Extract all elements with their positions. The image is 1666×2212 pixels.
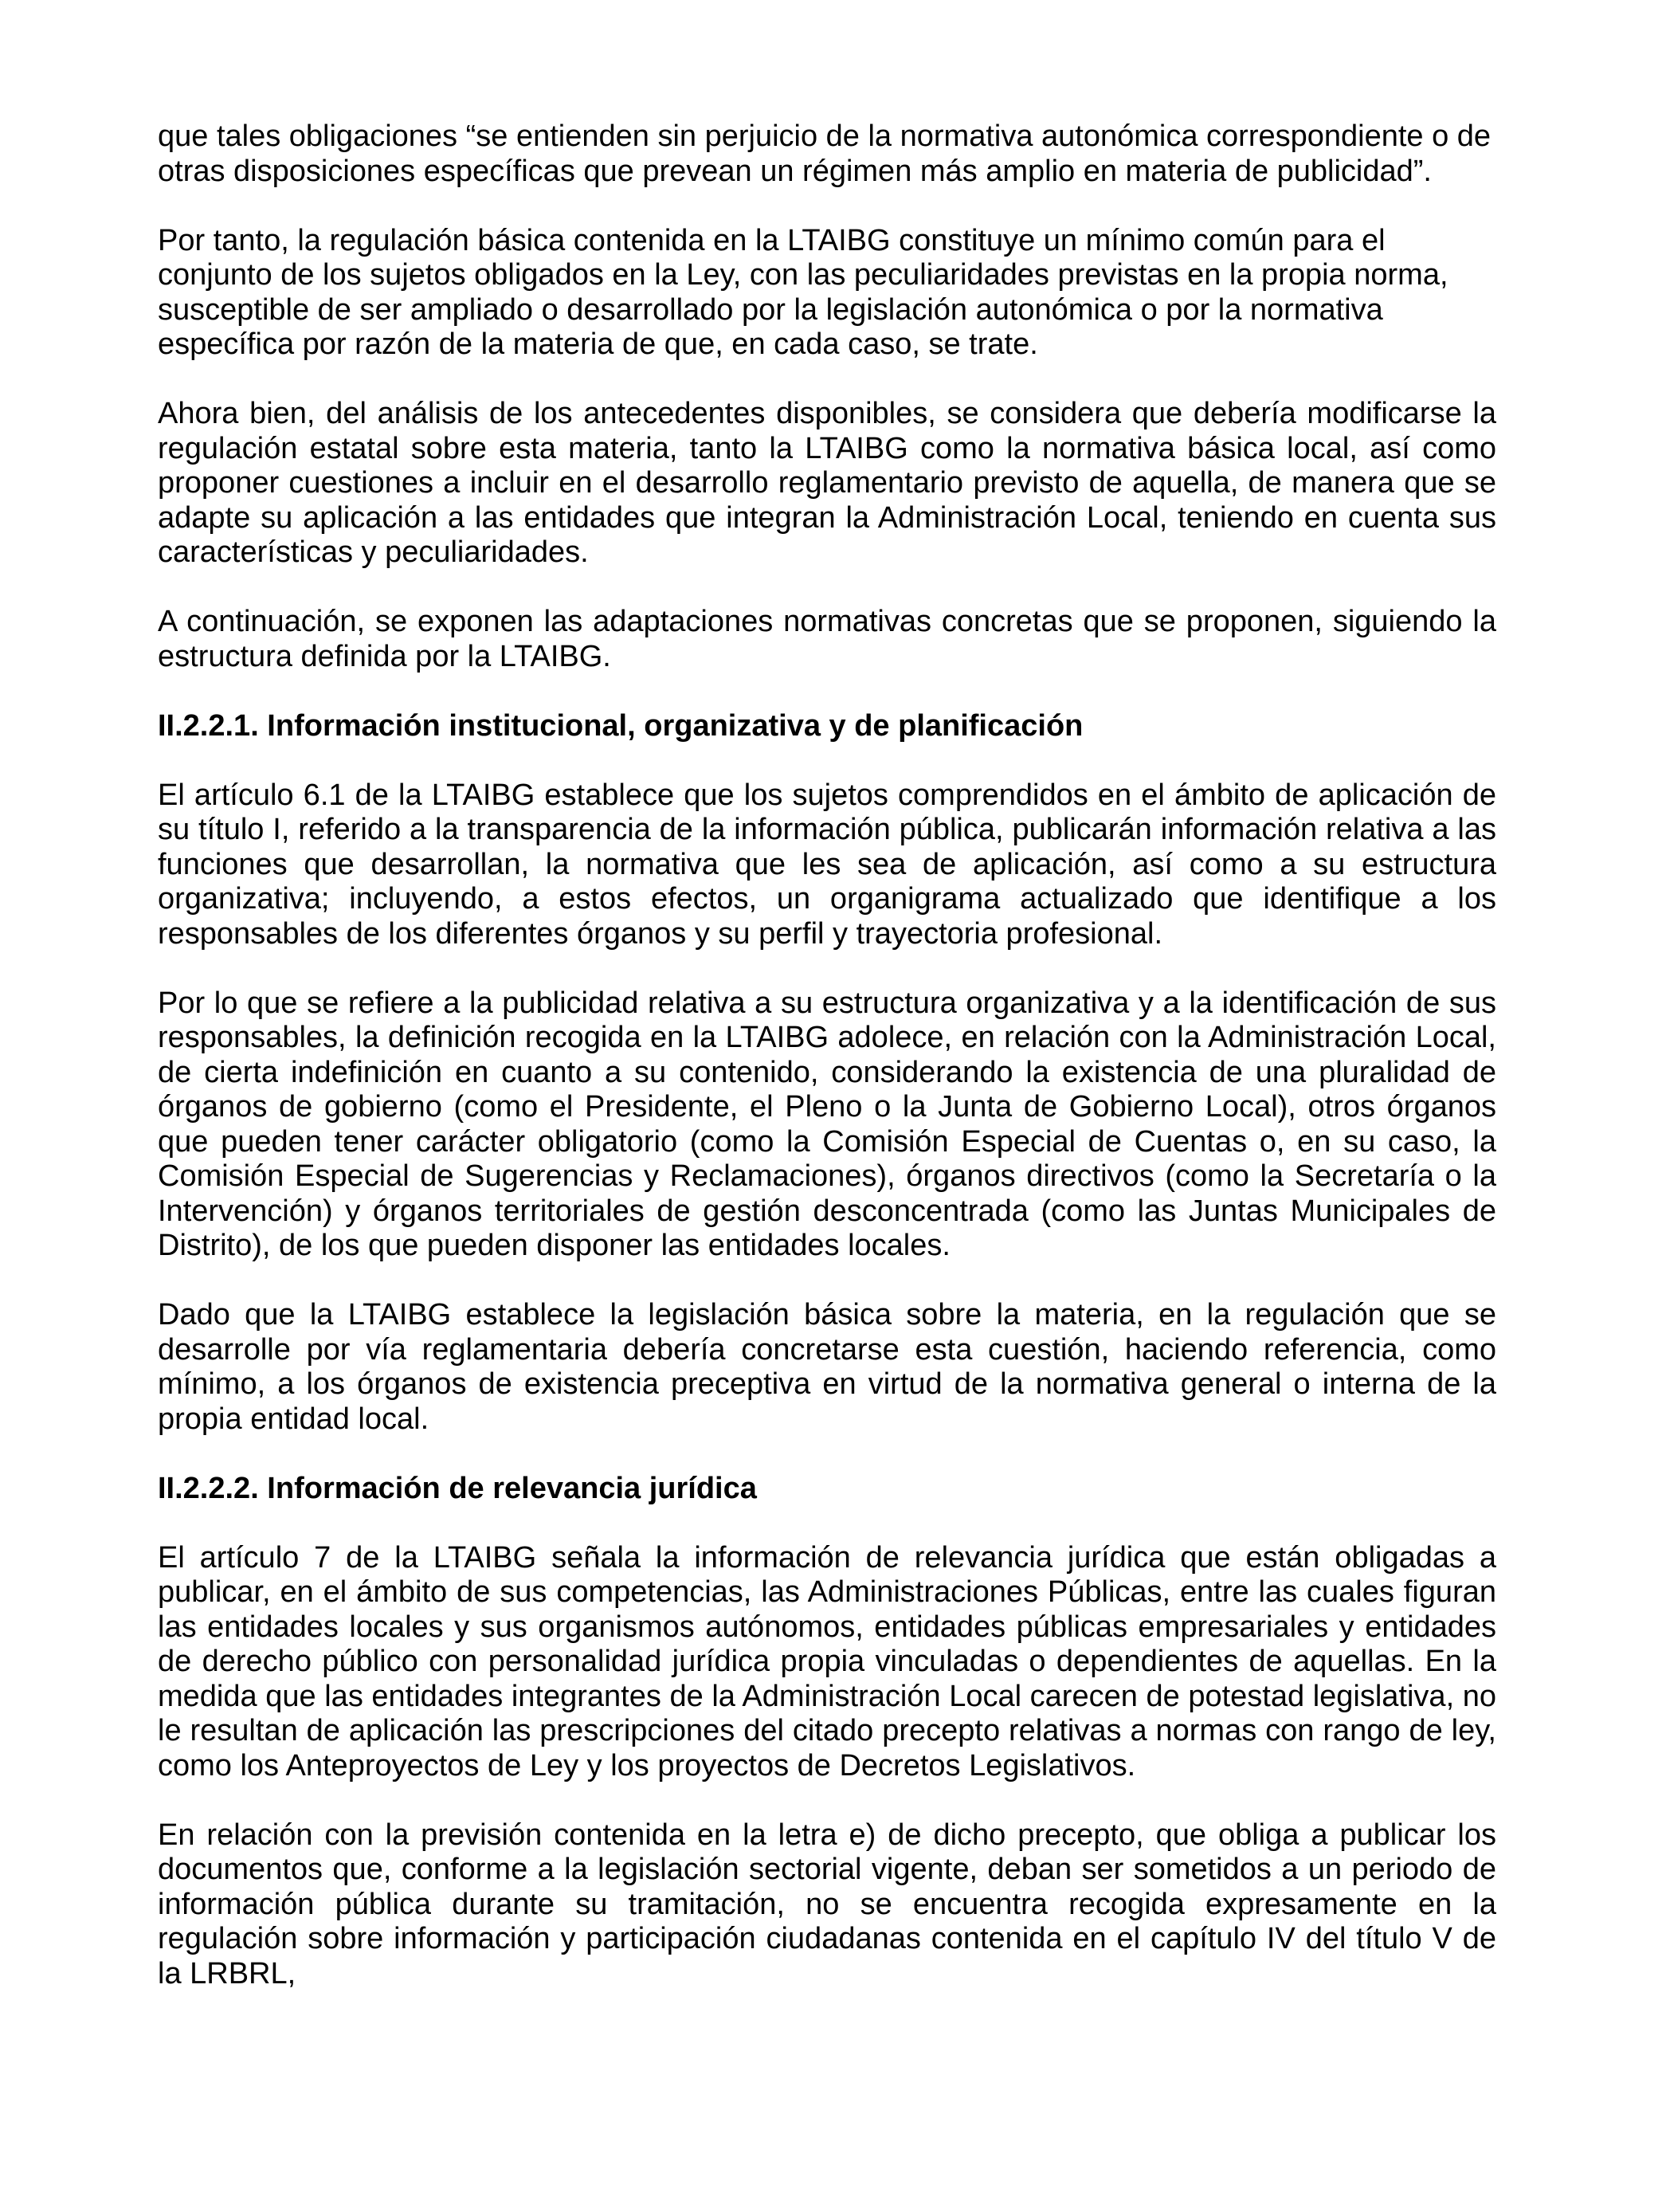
section-heading-2: II.2.2.2. Información de relevancia jurídica: [158, 1471, 757, 1505]
document-page: [158, 120, 1496, 2026]
paragraph-8: El artículo 7 de la LTAIBG señala la información de relevancia jurídica que están obligadas a publicar, en el ámbito de sus competencias, las Administraciones Públicas, entre las cuales figuran las entidades locales y sus organismos autónomos, entidades públicas empresariales y entidades de derecho público con personalidad jurídica propia vinculadas o dependientes de aquellas. En la medida que las entidades integrantes de la Administración Local carecen de potestad legislativa, no le resultan de aplicación las prescripciones del citado precepto relativas a normas con rango de ley, como los Anteproyectos de Ley y los proyectos de Decretos Legislativos.: [158, 1540, 1496, 1783]
paragraph-7: Dado que la LTAIBG establece la legislación básica sobre la materia, en la regulación que se desarrolle por vía reglamentaria debería concretarse esta cuestión, haciendo referencia, como mínimo, a los órganos de existencia preceptiva en virtud de la normativa general o interna de la propia entidad local.: [158, 1298, 1496, 1436]
paragraph-2: Por tanto, la regulación básica contenida en la LTAIBG constituye un mínimo común para el conjunto de los sujetos obligados en la Ley, con las peculiaridades previstas en la propia norma, susceptible de ser ampliado o desarrollado por la legislación autonómica o por la normativa específica por razón de la materia de que, en cada caso, se trate.: [158, 223, 1448, 361]
paragraph-1: que tales obligaciones “se entienden sin perjuicio de la normativa autonómica correspondiente o de otras disposiciones específicas que prevean un régimen más amplio en materia de publicidad”.: [158, 120, 1492, 188]
paragraph-4: A continuación, se exponen las adaptaciones normativas concretas que se proponen, siguiendo la estructura definida por la LTAIBG.: [158, 605, 1496, 673]
paragraph-9: En relación con la previsión contenida en la letra e) de dicho precepto, que obliga a publicar los documentos que, conforme a la legislación sectorial vigente, deban ser sometidos a un periodo de información pública durante su tramitación, no se encuentra recogida expresamente en la regulación sobre información y participación ciudadanas contenida en el capítulo IV del título V de la LRBRL,: [158, 1818, 1496, 1990]
paragraph-5: El artículo 6.1 de la LTAIBG establece que los sujetos comprendidos en el ámbito de aplicación de su título I, referido a la transparencia de la información pública, publicarán información relativa a las funciones que desarrollan, la normativa que les sea de aplicación, así como a su estructura organizativa; incluyendo, a estos efectos, un organigrama actualizado que identifique a los responsables de los diferentes órganos y su perfil y trayectoria profesional.: [158, 778, 1496, 951]
paragraph-3: Ahora bien, del análisis de los antecedentes disponibles, se considera que debería modificarse la regulación estatal sobre esta materia, tanto la LTAIBG como la normativa básica local, así como proponer cuestiones a incluir en el desarrollo reglamentario previsto de aquella, de manera que se adapte su aplicación a las entidades que integran la Administración Local, teniendo en cuenta sus características y peculiaridades.: [158, 397, 1496, 569]
section-heading-1: II.2.2.1. Información institucional, organizativa y de planificación: [158, 708, 1084, 743]
paragraph-6: Por lo que se refiere a la publicidad relativa a su estructura organizativa y a la identificación de sus responsables, la definición recogida en la LTAIBG adolece, en relación con la Administración Local, de cierta indefinición en cuanto a su contenido, considerando la existencia de una pluralidad de órganos de gobierno (como el Presidente, el Pleno o la Junta de Gobierno Local), otros órganos que pueden tener carácter obligatorio (como la Comisión Especial de Cuentas o, en su caso, la Comisión Especial de Sugerencias y Reclamaciones), órganos directivos (como la Secretaría o la Intervención) y órganos territoriales de gestión desconcentrada (como las Juntas Municipales de Distrito), de los que pueden disponer las entidades locales.: [158, 986, 1496, 1262]
